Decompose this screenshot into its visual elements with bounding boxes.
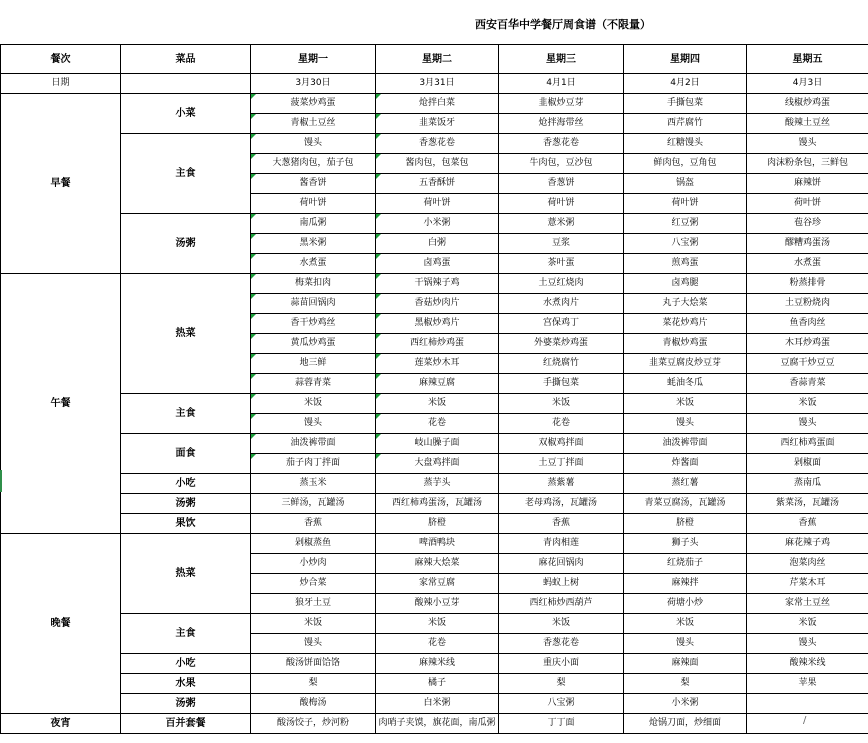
- dish-cell[interactable]: 青椒炒鸡蛋: [624, 334, 747, 354]
- dish-cell[interactable]: 菜花炒鸡片: [624, 314, 747, 334]
- dish-cell[interactable]: 梨: [624, 674, 747, 694]
- dish-cell[interactable]: 茄子肉丁拌面: [251, 454, 376, 474]
- dish-cell[interactable]: 白米粥: [376, 694, 499, 714]
- dish-cell[interactable]: 鲜肉包，豆角包: [624, 154, 747, 174]
- dish-cell[interactable]: 双椒鸡拌面: [499, 434, 624, 454]
- menu-row: [1, 654, 868, 674]
- dish-cell[interactable]: 家常豆腐: [376, 574, 499, 594]
- dish-cell[interactable]: 麻花回锅肉: [499, 554, 624, 574]
- menu-row: [1, 694, 868, 714]
- dish-cell[interactable]: 白粥: [376, 234, 499, 254]
- dish-cell[interactable]: 地三鲜: [251, 354, 376, 374]
- dish-cell[interactable]: 醪糟鸡蛋汤: [747, 234, 868, 254]
- date-cell[interactable]: 4月3日: [747, 74, 868, 94]
- dish-cell[interactable]: 馒头: [747, 134, 868, 154]
- category-label[interactable]: 面食: [121, 434, 251, 474]
- menu-row: [1, 614, 868, 634]
- dish-cell[interactable]: 蚂蚁上树: [499, 574, 624, 594]
- menu-row: [1, 134, 868, 154]
- dish-cell[interactable]: 蒸芋头: [376, 474, 499, 494]
- dish-cell[interactable]: 青菜豆腐汤，瓦罐汤: [624, 494, 747, 514]
- dish-cell[interactable]: 米饭: [747, 394, 868, 414]
- dish-cell[interactable]: 馒头: [747, 634, 868, 654]
- dish-cell[interactable]: 西红柿鸡蛋面: [747, 434, 868, 454]
- dish-cell[interactable]: 芹菜木耳: [747, 574, 868, 594]
- menu-row: [1, 714, 868, 734]
- dish-cell[interactable]: 麻辣米线: [376, 654, 499, 674]
- date-cell[interactable]: 4月1日: [499, 74, 624, 94]
- dish-cell[interactable]: 紫菜汤，瓦罐汤: [747, 494, 868, 514]
- dish-cell[interactable]: 花卷: [499, 414, 624, 434]
- category-label[interactable]: 果饮: [121, 514, 251, 534]
- dish-cell[interactable]: 荷叶饼: [624, 194, 747, 214]
- dish-cell[interactable]: 苹果: [747, 674, 868, 694]
- dish-cell[interactable]: 米饭: [251, 394, 376, 414]
- dish-cell[interactable]: 肉哨子夹馍，旗花面，南瓜粥: [376, 714, 499, 734]
- dish-cell[interactable]: 麻辣豆腐: [376, 374, 499, 394]
- dish-cell[interactable]: 橘子: [376, 674, 499, 694]
- dish-cell[interactable]: 梨: [499, 674, 624, 694]
- category-label[interactable]: 百并套餐: [121, 714, 251, 734]
- dish-cell[interactable]: 香葱花卷: [376, 134, 499, 154]
- dish-cell[interactable]: 莲菜炒木耳: [376, 354, 499, 374]
- dish-cell[interactable]: 香葱花卷: [499, 134, 624, 154]
- header-row: [1, 45, 868, 74]
- dish-cell[interactable]: 红糖馒头: [624, 134, 747, 154]
- weekly-menu-table: [0, 44, 868, 734]
- dish-cell[interactable]: 米饭: [376, 614, 499, 634]
- dish-cell[interactable]: 麻花辣子鸡: [747, 534, 868, 554]
- dish-cell[interactable]: 炝拌白菜: [376, 94, 499, 114]
- date-row: [1, 74, 868, 94]
- dish-cell[interactable]: 蒸红薯: [624, 474, 747, 494]
- dish-cell[interactable]: 三鲜汤，瓦罐汤: [251, 494, 376, 514]
- dish-cell[interactable]: 蒸紫薯: [499, 474, 624, 494]
- dish-cell[interactable]: 八宝粥: [499, 694, 624, 714]
- dish-cell[interactable]: 豆腐干炒豆豆: [747, 354, 868, 374]
- dish-cell[interactable]: 馒头: [624, 414, 747, 434]
- dish-cell[interactable]: 麻辣大烩菜: [376, 554, 499, 574]
- menu-row: [1, 514, 868, 534]
- dish-cell[interactable]: 花卷: [376, 414, 499, 434]
- dish-cell[interactable]: 酸辣米线: [747, 654, 868, 674]
- header-meal[interactable]: 餐次: [1, 45, 121, 74]
- dish-cell[interactable]: 米饭: [376, 394, 499, 414]
- meal-label[interactable]: 午餐: [1, 274, 121, 534]
- dish-cell[interactable]: 香葱花卷: [499, 634, 624, 654]
- menu-row: [1, 494, 868, 514]
- dish-cell[interactable]: 蒜蓉青菜: [251, 374, 376, 394]
- dish-cell[interactable]: 小米粥: [624, 694, 747, 714]
- dish-cell[interactable]: 木耳炒鸡蛋: [747, 334, 868, 354]
- dish-cell[interactable]: 酱香饼: [251, 174, 376, 194]
- dish-cell[interactable]: 水煮蛋: [251, 254, 376, 274]
- dish-cell[interactable]: 煎鸡蛋: [624, 254, 747, 274]
- menu-row: [1, 674, 868, 694]
- menu-row: [1, 434, 868, 454]
- dish-cell[interactable]: 土豆丁拌面: [499, 454, 624, 474]
- dish-cell[interactable]: 菠菜炒鸡蛋: [251, 94, 376, 114]
- header-friday[interactable]: 星期五: [747, 45, 868, 74]
- meal-label[interactable]: 夜宵: [1, 714, 121, 734]
- dish-cell[interactable]: 剁椒蒸鱼: [251, 534, 376, 554]
- dish-cell[interactable]: 小米粥: [376, 214, 499, 234]
- dish-cell[interactable]: 老母鸡汤，瓦罐汤: [499, 494, 624, 514]
- dish-cell[interactable]: 大葱猪肉包，茄子包: [251, 154, 376, 174]
- dish-cell[interactable]: 炒合菜: [251, 574, 376, 594]
- dish-cell[interactable]: 手撕包菜: [624, 94, 747, 114]
- sheet-title: 西安百华中学餐厅周食谱（不限量）: [475, 18, 651, 31]
- dish-cell[interactable]: 丸子大烩菜: [624, 294, 747, 314]
- menu-row: [1, 94, 868, 114]
- dish-cell[interactable]: 酸汤饼面饸饹: [251, 654, 376, 674]
- dish-cell[interactable]: 荷塘小炒: [624, 594, 747, 614]
- dish-cell[interactable]: 梅菜扣肉: [251, 274, 376, 294]
- dish-cell[interactable]: 南瓜粥: [251, 214, 376, 234]
- dish-cell[interactable]: 黄瓜炒鸡蛋: [251, 334, 376, 354]
- dish-cell[interactable]: 馒头: [251, 134, 376, 154]
- header-thursday[interactable]: 星期四: [624, 45, 747, 74]
- title-bar: [0, 0, 868, 44]
- menu-row: [1, 274, 868, 294]
- category-label[interactable]: 小吃: [121, 654, 251, 674]
- category-label[interactable]: 水果: [121, 674, 251, 694]
- date-empty[interactable]: [121, 74, 251, 94]
- dish-cell[interactable]: 花卷: [376, 634, 499, 654]
- dish-cell[interactable]: 韭椒炒豆芽: [499, 94, 624, 114]
- dish-cell[interactable]: 米饭: [499, 394, 624, 414]
- dish-cell[interactable]: 脐橙: [376, 514, 499, 534]
- dish-cell[interactable]: 手撕包菜: [499, 374, 624, 394]
- category-label[interactable]: 主食: [121, 394, 251, 434]
- dish-cell[interactable]: 西红柿炒西葫芦: [499, 594, 624, 614]
- date-cell[interactable]: 3月31日: [376, 74, 499, 94]
- dish-cell[interactable]: 馒头: [251, 414, 376, 434]
- header-dish[interactable]: 菜品: [121, 45, 251, 74]
- dish-cell[interactable]: 黑米粥: [251, 234, 376, 254]
- dish-cell[interactable]: 蒸玉米: [251, 474, 376, 494]
- dish-cell[interactable]: 炸酱面: [624, 454, 747, 474]
- dish-cell[interactable]: 香葱饼: [499, 174, 624, 194]
- date-cell[interactable]: 4月2日: [624, 74, 747, 94]
- dish-cell[interactable]: 红烧腐竹: [499, 354, 624, 374]
- dish-cell[interactable]: 酸梅汤: [251, 694, 376, 714]
- dish-cell[interactable]: 黑椒炒鸡片: [376, 314, 499, 334]
- category-label[interactable]: 小吃: [121, 474, 251, 494]
- dish-cell[interactable]: 薏米粥: [499, 214, 624, 234]
- dish-cell[interactable]: 青肉相莲: [499, 534, 624, 554]
- dish-cell[interactable]: 苞谷珍: [747, 214, 868, 234]
- dish-cell[interactable]: 脐橙: [624, 514, 747, 534]
- dish-cell[interactable]: 蒜苗回锅肉: [251, 294, 376, 314]
- dish-cell[interactable]: 岐山臊子面: [376, 434, 499, 454]
- dish-cell[interactable]: 韭菜饭牙: [376, 114, 499, 134]
- menu-row: [1, 474, 868, 494]
- category-label[interactable]: 汤粥: [121, 214, 251, 274]
- dish-cell[interactable]: 馒头: [747, 414, 868, 434]
- dish-cell[interactable]: 油泼裤带面: [251, 434, 376, 454]
- menu-row: [1, 394, 868, 414]
- dish-cell[interactable]: 青椒土豆丝: [251, 114, 376, 134]
- header-monday[interactable]: 星期一: [251, 45, 376, 74]
- category-label[interactable]: 热菜: [121, 274, 251, 394]
- dish-cell[interactable]: 韭菜豆腐皮炒豆芽: [624, 354, 747, 374]
- dish-cell[interactable]: 外婆菜炒鸡蛋: [499, 334, 624, 354]
- dish-cell[interactable]: 肉沫粉条包，三鲜包: [747, 154, 868, 174]
- dish-cell[interactable]: 小炒肉: [251, 554, 376, 574]
- dish-cell[interactable]: [747, 714, 868, 734]
- dish-cell[interactable]: 牛肉包，豆沙包: [499, 154, 624, 174]
- dish-cell[interactable]: 粉蒸排骨: [747, 274, 868, 294]
- dish-cell[interactable]: 麻辣饼: [747, 174, 868, 194]
- dish-cell[interactable]: 酸汤饺子，炒河粉: [251, 714, 376, 734]
- dish-cell[interactable]: 馒头: [624, 634, 747, 654]
- dish-cell[interactable]: 香菇炒肉片: [376, 294, 499, 314]
- meal-label[interactable]: 早餐: [1, 94, 121, 274]
- dish-cell[interactable]: 泡菜肉丝: [747, 554, 868, 574]
- dish-cell[interactable]: 锅盔: [624, 174, 747, 194]
- dish-cell[interactable]: 香蒜青菜: [747, 374, 868, 394]
- category-label[interactable]: 主食: [121, 614, 251, 654]
- dish-cell[interactable]: 红豆粥: [624, 214, 747, 234]
- dish-cell[interactable]: 狼牙土豆: [251, 594, 376, 614]
- dish-cell[interactable]: 西红柿鸡蛋汤，瓦罐汤: [376, 494, 499, 514]
- dish-cell[interactable]: 馒头: [251, 634, 376, 654]
- date-cell[interactable]: 3月30日: [251, 74, 376, 94]
- dish-cell[interactable]: 米饭: [251, 614, 376, 634]
- dish-cell[interactable]: 西芹腐竹: [624, 114, 747, 134]
- header-wednesday[interactable]: 星期三: [499, 45, 624, 74]
- dish-cell[interactable]: 酱肉包，包菜包: [376, 154, 499, 174]
- dish-cell[interactable]: 香蕉: [499, 514, 624, 534]
- dish-cell[interactable]: 重庆小面: [499, 654, 624, 674]
- dish-cell[interactable]: 香干炒鸡丝: [251, 314, 376, 334]
- dish-cell[interactable]: 香蕉: [747, 514, 868, 534]
- dish-cell[interactable]: 土豆粉烧肉: [747, 294, 868, 314]
- dish-cell[interactable]: 酸辣土豆丝: [747, 114, 868, 134]
- dish-cell[interactable]: 土豆红烧肉: [499, 274, 624, 294]
- dish-cell[interactable]: 剁椒面: [747, 454, 868, 474]
- category-label[interactable]: 热菜: [121, 534, 251, 614]
- dish-cell[interactable]: 鱼香肉丝: [747, 314, 868, 334]
- header-tuesday[interactable]: 星期二: [376, 45, 499, 74]
- dish-cell[interactable]: 米饭: [624, 394, 747, 414]
- dish-cell[interactable]: 红烧茄子: [624, 554, 747, 574]
- dish-cell[interactable]: 蒸南瓜: [747, 474, 868, 494]
- dish-cell[interactable]: 狮子头: [624, 534, 747, 554]
- dish-cell[interactable]: 米饭: [624, 614, 747, 634]
- dish-cell[interactable]: 荷叶饼: [251, 194, 376, 214]
- category-label[interactable]: 主食: [121, 134, 251, 214]
- dish-cell[interactable]: 荷叶饼: [376, 194, 499, 214]
- dish-cell[interactable]: 大盘鸡拌面: [376, 454, 499, 474]
- dish-cell[interactable]: 水煮肉片: [499, 294, 624, 314]
- dish-cell[interactable]: 荷叶饼: [499, 194, 624, 214]
- dish-cell[interactable]: 梨: [251, 674, 376, 694]
- date-label[interactable]: 日期: [1, 74, 121, 94]
- dish-cell[interactable]: 米饭: [499, 614, 624, 634]
- dish-cell[interactable]: 丁丁面: [499, 714, 624, 734]
- dish-cell[interactable]: 家常土豆丝: [747, 594, 868, 614]
- row-marker: [0, 470, 2, 492]
- category-label[interactable]: 汤粥: [121, 694, 251, 714]
- category-label[interactable]: 汤粥: [121, 494, 251, 514]
- dish-cell[interactable]: 卤鸡蛋: [376, 254, 499, 274]
- dish-cell[interactable]: 蚝油冬瓜: [624, 374, 747, 394]
- dish-cell[interactable]: 油泼裤带面: [624, 434, 747, 454]
- menu-row: [1, 214, 868, 234]
- menu-row: [1, 534, 868, 554]
- dish-cell[interactable]: 水煮蛋: [747, 254, 868, 274]
- dish-cell[interactable]: 西红柿炒鸡蛋: [376, 334, 499, 354]
- dish-cell[interactable]: 八宝粥: [624, 234, 747, 254]
- meal-label[interactable]: 晚餐: [1, 534, 121, 714]
- dish-cell[interactable]: 荷叶饼: [747, 194, 868, 214]
- dish-cell[interactable]: 炝拌海带丝: [499, 114, 624, 134]
- dish-cell[interactable]: 炝锅刀面，炒细面: [624, 714, 747, 734]
- dish-cell[interactable]: 茶叶蛋: [499, 254, 624, 274]
- dish-cell[interactable]: 卤鸡腿: [624, 274, 747, 294]
- dish-cell[interactable]: 豆浆: [499, 234, 624, 254]
- dish-cell[interactable]: 宫保鸡丁: [499, 314, 624, 334]
- dish-cell[interactable]: 麻辣面: [624, 654, 747, 674]
- category-label[interactable]: 小菜: [121, 94, 251, 134]
- page-break-marker: /: [803, 715, 807, 726]
- dish-cell[interactable]: 五香酥饼: [376, 174, 499, 194]
- dish-cell[interactable]: [747, 694, 868, 714]
- dish-cell[interactable]: 线椒炒鸡蛋: [747, 94, 868, 114]
- dish-cell[interactable]: 米饭: [747, 614, 868, 634]
- dish-cell[interactable]: 干锅辣子鸡: [376, 274, 499, 294]
- dish-cell[interactable]: 香蕉: [251, 514, 376, 534]
- dish-cell[interactable]: 酸辣小豆芽: [376, 594, 499, 614]
- dish-cell[interactable]: 啤酒鸭块: [376, 534, 499, 554]
- dish-cell[interactable]: 麻辣拌: [624, 574, 747, 594]
